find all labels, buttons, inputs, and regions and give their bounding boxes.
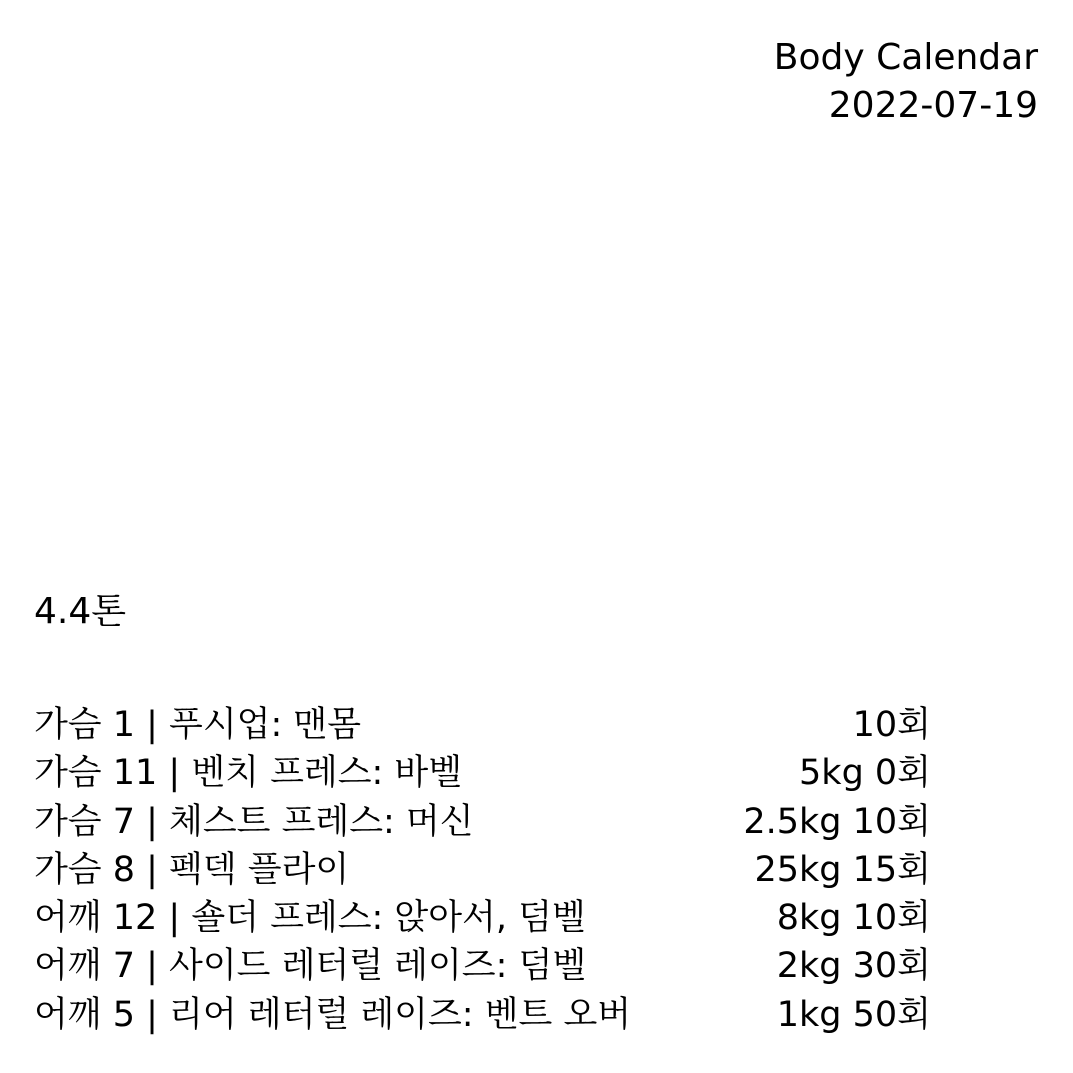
exercise-row [34, 846, 931, 894]
exercise-name: 어깨 12 | 숄더 프레스: 앉아서, 덤벨 [34, 898, 586, 939]
exercise-row [34, 749, 931, 797]
exercise-set-value: 5kg 0회 [799, 753, 931, 794]
exercise-name: 가슴 7 | 체스트 프레스: 머신 [34, 801, 474, 842]
exercise-list [34, 701, 931, 1039]
exercise-row [34, 894, 931, 942]
app-title: Body Calendar [773, 37, 1038, 78]
exercise-name: 어깨 7 | 사이드 레터럴 레이즈: 덤벨 [34, 946, 587, 987]
exercise-name: 가슴 1 | 푸시업: 맨몸 [34, 705, 362, 745]
exercise-row [34, 942, 931, 990]
exercise-set-value: 10회 [852, 705, 931, 745]
workout-date: 2022-07-19 [828, 85, 1038, 126]
exercise-set-value: 1kg 50회 [776, 994, 931, 1035]
exercise-row [34, 991, 931, 1039]
exercise-set-value: 2.5kg 10회 [743, 801, 931, 842]
header [774, 34, 1038, 130]
exercise-row [34, 798, 931, 846]
exercise-set-value: 25kg 15회 [754, 849, 931, 890]
exercise-name: 어깨 5 | 리어 레터럴 레이즈: 벤트 오버 [34, 994, 632, 1035]
total-volume: 4.4톤 [34, 591, 127, 632]
exercise-name: 가슴 8 | 펙덱 플라이 [34, 849, 350, 890]
exercise-set-value: 2kg 30회 [776, 946, 931, 987]
exercise-row [34, 701, 931, 749]
exercise-name: 가슴 11 | 벤치 프레스: 바벨 [34, 753, 463, 794]
exercise-set-value: 8kg 10회 [776, 898, 931, 939]
